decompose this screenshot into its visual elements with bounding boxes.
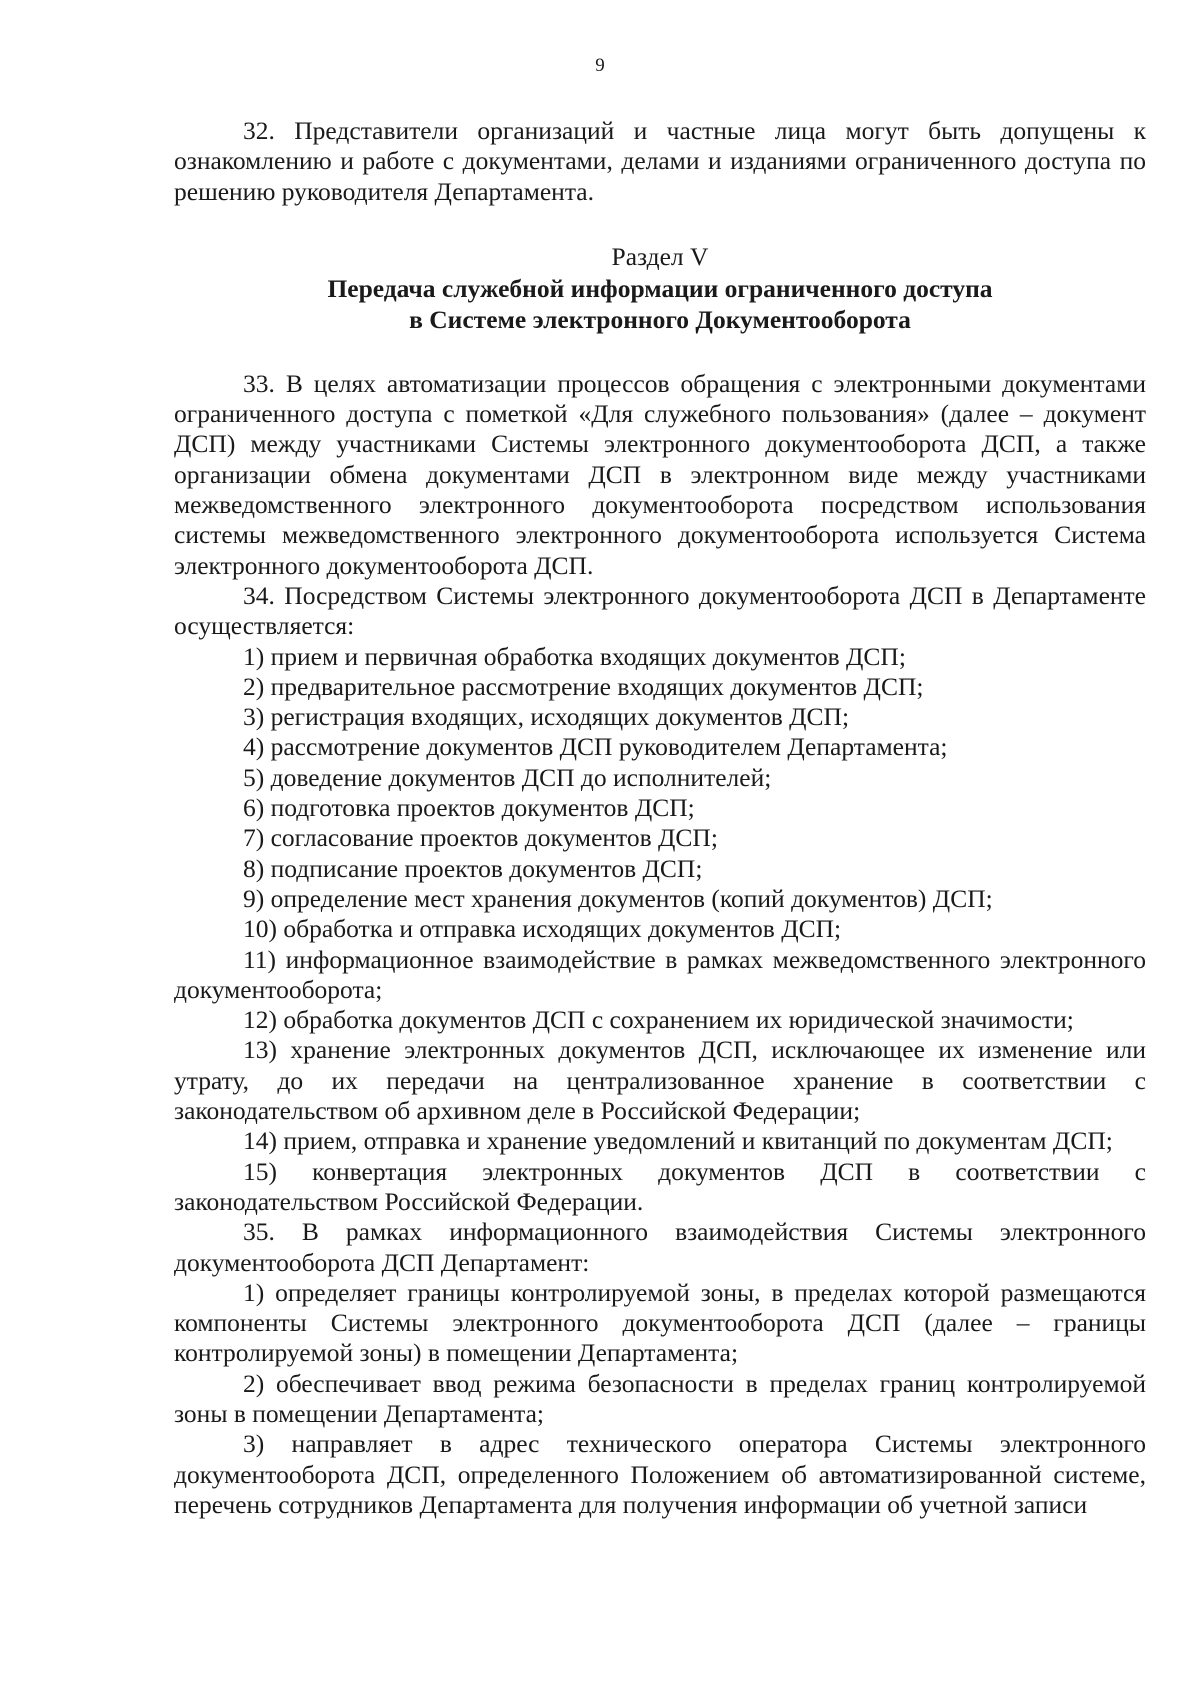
list-item: 1) определяет границы контролируемой зоны, в пределах которой размещаются компоненты Системы электронного документооборота ДСП (далее – границы контролируемой зоны) в помещении Департамента; bbox=[174, 1277, 1146, 1368]
list-item: 4) рассмотрение документов ДСП руководителем Департамента; bbox=[243, 732, 948, 762]
list-item: 5) доведение документов ДСП до исполнителей; bbox=[243, 762, 772, 792]
page-number: 9 bbox=[595, 55, 605, 76]
list-item: 3) направляет в адрес технического оператора Системы электронного документооборота ДСП, определенного Положением об автоматизированной системе, перечень сотрудников Департамента для получения информации об учетной записи bbox=[174, 1429, 1146, 1519]
paragraph-34: 34. Посредством Системы электронного документооборота ДСП в Департаменте осуществляется: bbox=[174, 580, 1146, 641]
list-item: 15) конвертация электронных документов ДСП в соответствии с законодательством Российской Федерации. bbox=[174, 1156, 1146, 1216]
paragraph-33: 33. В целях автоматизации процессов обращения с электронными документами ограниченного доступа с пометкой «Для служебного пользования» (далее – документ ДСП) между участниками Системы электронного документооборота ДСП, а также организации обмена документами ДСП в электронном виде между участниками межведомственного электронного документооборота посредством использования системы межведомственного электронного документооборота используется Система электронного документооборота ДСП. bbox=[174, 368, 1146, 580]
list-item: 7) согласование проектов документов ДСП; bbox=[243, 823, 718, 853]
list-item: 2) обеспечивает ввод режима безопасности в пределах границ контролируемой зоны в помещении Департамента; bbox=[174, 1368, 1146, 1428]
list-item: 14) прием, отправка и хранение уведомлений и квитанций по документам ДСП; bbox=[243, 1126, 1113, 1156]
section-title-line1: Передача служебной информации ограниченного доступа bbox=[327, 273, 993, 303]
list-item: 10) обработка и отправка исходящих документов ДСП; bbox=[243, 914, 842, 944]
list-item: 2) предварительное рассмотрение входящих документов ДСП; bbox=[243, 671, 924, 701]
list-item: 9) определение мест хранения документов (копий документов) ДСП; bbox=[243, 883, 993, 913]
list-item: 3) регистрация входящих, исходящих документов ДСП; bbox=[243, 702, 850, 732]
list-item: 1) прием и первичная обработка входящих документов ДСП; bbox=[243, 641, 906, 671]
list-item: 11) информационное взаимодействие в рамках межведомственного электронного документооборота; bbox=[174, 944, 1146, 1004]
section-title-line2: в Системе электронного Документооборота bbox=[409, 304, 911, 334]
list-item: 6) подготовка проектов документов ДСП; bbox=[243, 793, 695, 823]
paragraph-32: 32. Представители организаций и частные лица могут быть допущены к ознакомлению и работе с документами, делами и изданиями ограниченного доступа по решению руководителя Департамента. bbox=[174, 116, 1146, 206]
list-item: 12) обработка документов ДСП с сохранением их юридической значимости; bbox=[243, 1005, 1074, 1035]
list-item: 13) хранение электронных документов ДСП, исключающее их изменение или утрату, до их передачи на централизованное хранение в соответствии с законодательством об архивном деле в Российской Федерации; bbox=[174, 1035, 1146, 1126]
document-body bbox=[174, 116, 1146, 1520]
paragraph-35: 35. В рамках информационного взаимодействия Системы электронного документооборота ДСП Департамент: bbox=[174, 1217, 1146, 1277]
list-item: 8) подписание проектов документов ДСП; bbox=[243, 853, 703, 883]
section-label: Раздел V bbox=[611, 241, 709, 271]
section-heading bbox=[174, 240, 1146, 335]
